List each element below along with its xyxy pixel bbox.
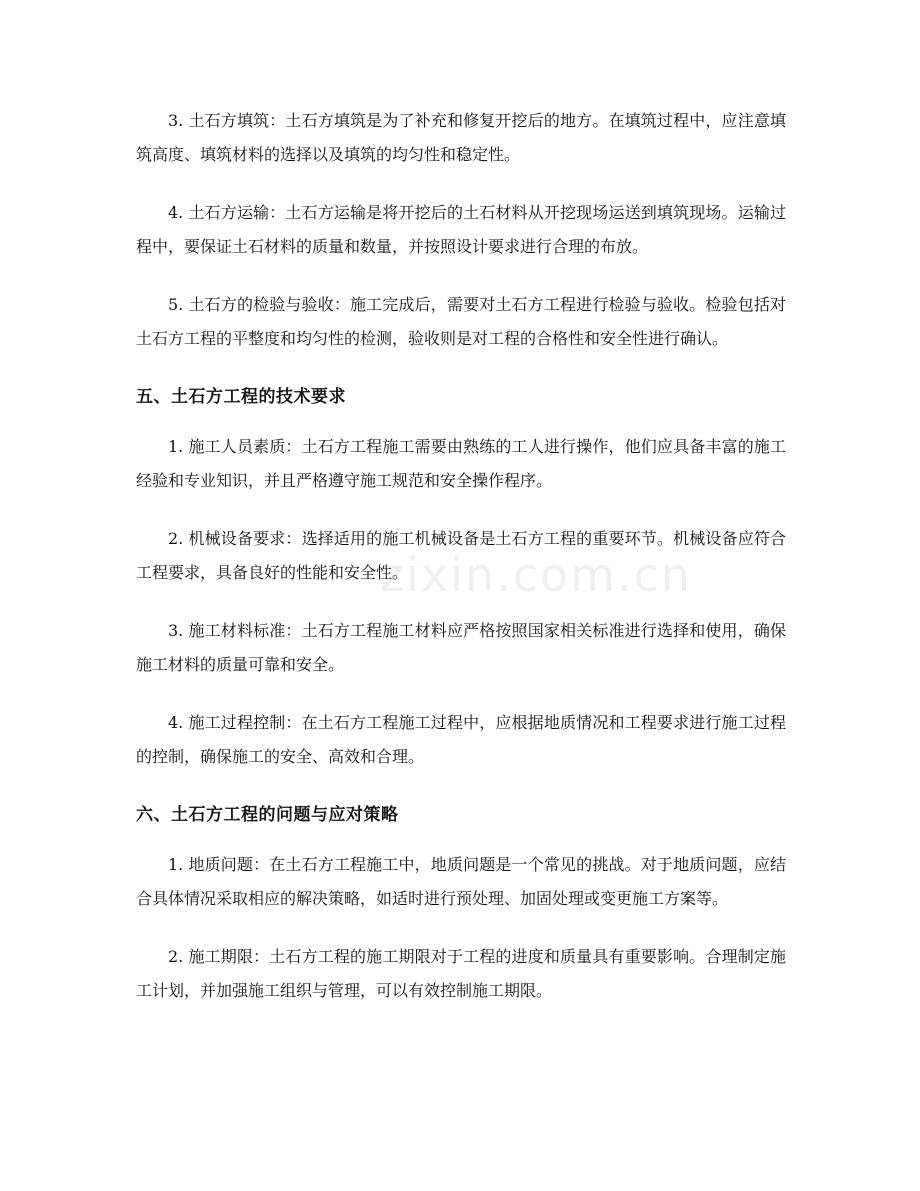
watermark: zixin.com.cn (380, 548, 693, 602)
section-heading-technical-requirements: 五、土石方工程的技术要求 (136, 387, 346, 407)
paragraph-earthwork-transport: 4. 土石方运输：土石方运输是将开挖后的土石材料从开挖现场运送到填筑现场。运输过程中，要保证土石材料的质量和数量，并按照设计要求进行合理的布放。 (136, 203, 786, 256)
section-heading-problems-strategies: 六、土石方工程的问题与应对策略 (136, 805, 399, 825)
paragraph-geological-issues: 1. 地质问题：在土石方工程施工中，地质问题是一个常见的挑战。对于地质问题，应结合具体情况采取相应的解决策略，如适时进行预处理、加固处理或变更施工方案等。 (136, 855, 786, 908)
paragraph-construction-deadline: 2. 施工期限：土石方工程的施工期限对于工程的进度和质量具有重要影响。合理制定施工计划，并加强施工组织与管理，可以有效控制施工期限。 (136, 947, 786, 1000)
paragraph-process-control: 4. 施工过程控制：在土石方工程施工过程中，应根据地质情况和工程要求进行施工过程的控制，确保施工的安全、高效和合理。 (136, 713, 786, 766)
paragraph-equipment-requirements: 2. 机械设备要求：选择适用的施工机械设备是土石方工程的重要环节。机械设备应符合工程要求，具备良好的性能和安全性。 (136, 529, 786, 582)
document-body (136, 104, 786, 1032)
paragraph-earthwork-filling: 3. 土石方填筑：土石方填筑是为了补充和修复开挖后的地方。在填筑过程中，应注意填筑高度、填筑材料的选择以及填筑的均匀性和稳定性。 (136, 111, 786, 164)
paragraph-material-standards: 3. 施工材料标准：土石方工程施工材料应严格按照国家相关标准进行选择和使用，确保施工材料的质量可靠和安全。 (136, 621, 786, 674)
paragraph-personnel-quality: 1. 施工人员素质：土石方工程施工需要由熟练的工人进行操作，他们应具备丰富的施工经验和专业知识，并且严格遵守施工规范和安全操作程序。 (136, 437, 786, 490)
paragraph-inspection-acceptance: 5. 土石方的检验与验收：施工完成后，需要对土石方工程进行检验与验收。检验包括对土石方工程的平整度和均匀性的检测，验收则是对工程的合格性和安全性进行确认。 (136, 295, 786, 348)
